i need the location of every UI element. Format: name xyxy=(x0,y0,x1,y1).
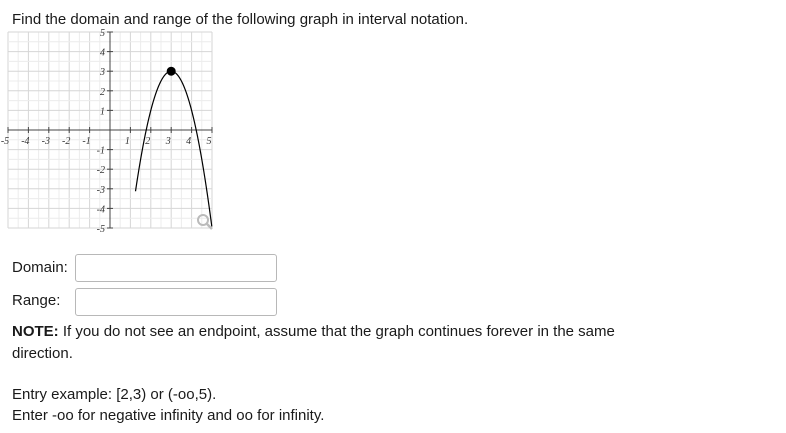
example-line-2: Enter -oo for negative infinity and oo for infinity. xyxy=(12,407,325,424)
note-body: If you do not see an endpoint, assume that the graph continues forever in the same direction. xyxy=(12,323,615,362)
y-tick-label: -2 xyxy=(96,165,105,177)
parabola-curve xyxy=(136,71,212,226)
note-bold: NOTE: xyxy=(12,323,59,340)
x-tick-label: 3 xyxy=(165,136,171,147)
x-tick-label: 1 xyxy=(124,136,130,147)
y-tick-label: 4 xyxy=(100,47,105,59)
x-tick-labels xyxy=(1,136,212,147)
y-tick-label: 1 xyxy=(100,106,105,118)
y-tick-label: -5 xyxy=(96,224,105,235)
question-text: Find the domain and range of the following graph in interval notation. xyxy=(12,11,469,28)
y-tick-label: -1 xyxy=(96,145,105,157)
y-tick-label: -3 xyxy=(96,184,105,196)
y-tick-labels xyxy=(97,28,105,235)
magnifier-icon[interactable] xyxy=(196,213,214,231)
x-tick-label: -1 xyxy=(82,136,91,147)
x-tick-label: -4 xyxy=(21,136,30,147)
range-input[interactable] xyxy=(75,288,277,316)
y-tick-label: 2 xyxy=(100,86,105,98)
y-tick-label: 3 xyxy=(100,67,105,79)
domain-label: Domain: xyxy=(12,259,68,276)
domain-input[interactable] xyxy=(75,254,277,282)
coordinate-graph xyxy=(0,28,218,235)
x-tick-label: -5 xyxy=(0,136,10,147)
y-tick-label: 5 xyxy=(100,28,105,39)
x-tick-label: -2 xyxy=(62,136,71,147)
x-tick-label: 5 xyxy=(206,136,212,147)
y-tick-label: -4 xyxy=(96,204,105,216)
range-label: Range: xyxy=(12,292,61,309)
entry-example xyxy=(12,384,324,426)
x-tick-label: 4 xyxy=(186,136,192,147)
vertex-point xyxy=(167,67,176,76)
note-text xyxy=(12,321,672,365)
x-tick-label: -3 xyxy=(41,136,50,147)
x-tick-label: 2 xyxy=(145,136,151,147)
example-line-1: Entry example: [2,3) or (-oo,5). xyxy=(12,386,217,403)
